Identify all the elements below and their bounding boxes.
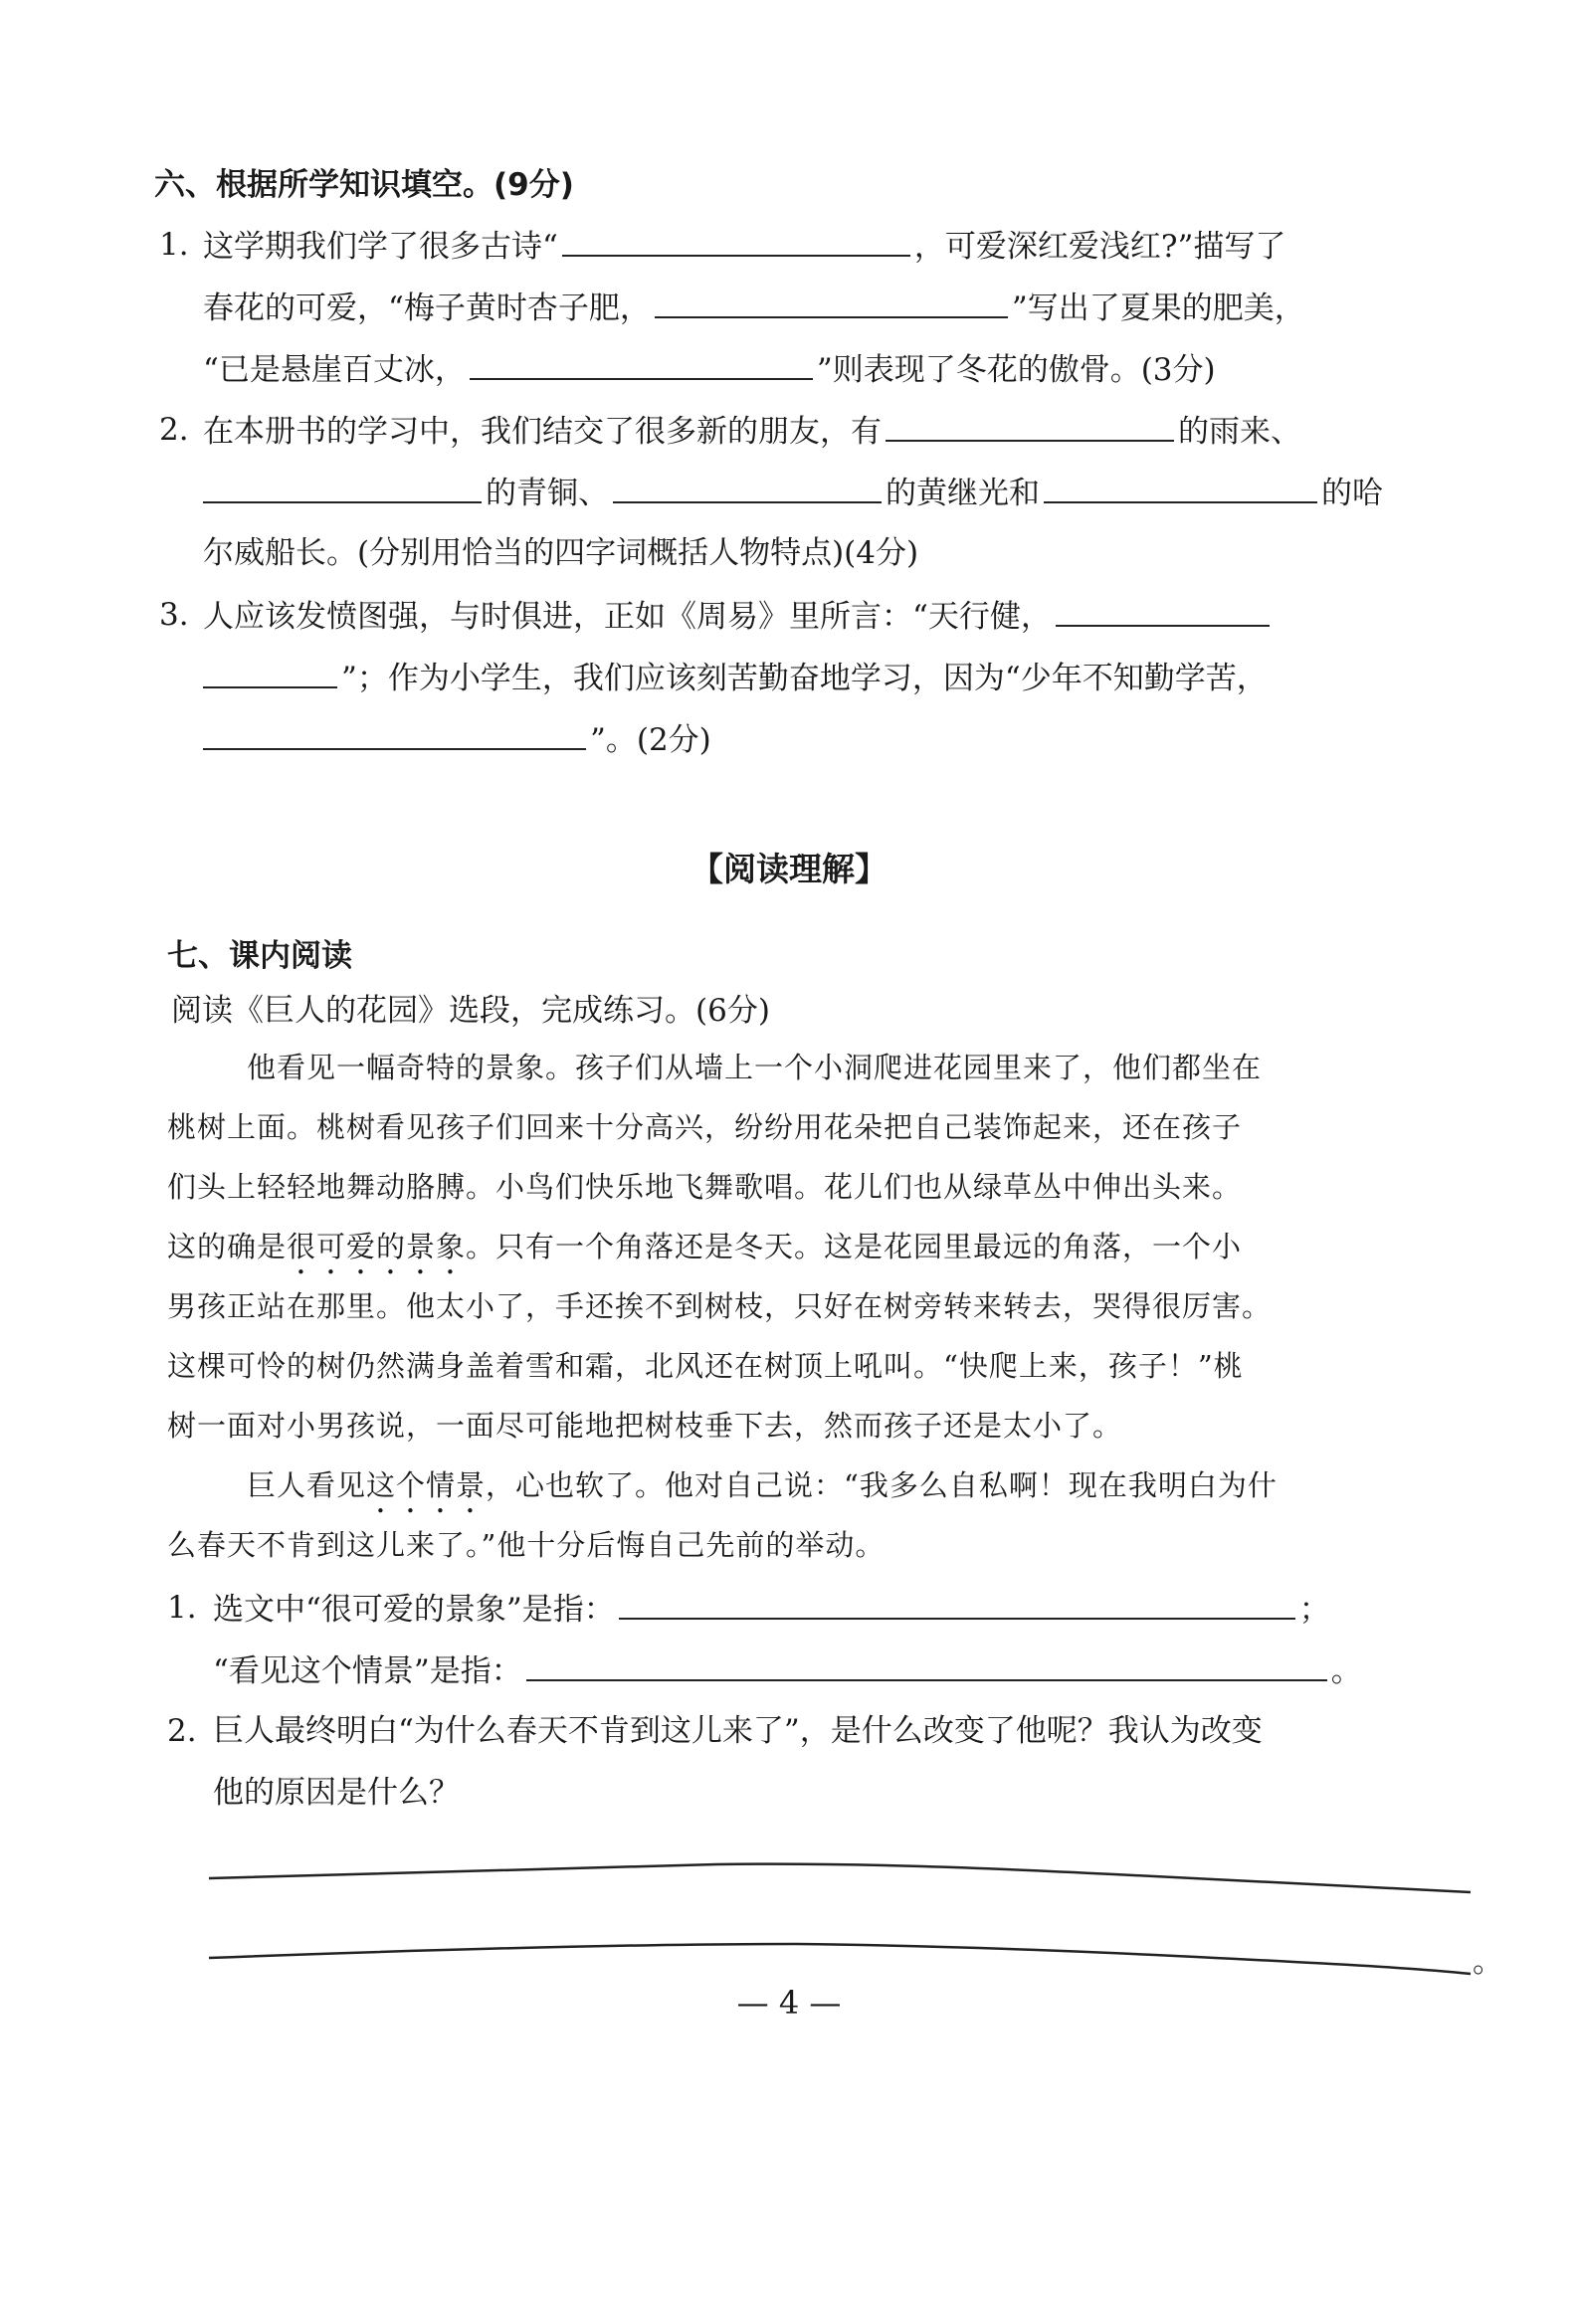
q1-line-3-text-b: ”则表现了冬花的傲骨。(3分) (816, 352, 1216, 388)
q1-line-2-text-a: 春花的可爱，“梅子黄时杏子肥， (203, 290, 651, 326)
reading-q1-line-1-text: 选文中“很可爱的景象”是指： (213, 1592, 615, 1628)
q2-line-2-text-c: 的哈 (1321, 476, 1383, 511)
q2-line-3: 尔威船长。(分别用恰当的四字词概括人物特点)(4分) (203, 535, 919, 571)
passage-line-4-text-c: 。只有一个角落还是冬天。这是花园里最远的角落，一个小 (466, 1230, 1243, 1263)
q2-line-2-text-b: 的黄继光和 (886, 476, 1040, 511)
emphasized-phrase-lovely-scene: 很可爱的景象 (287, 1230, 467, 1263)
reading-q1-number: 1. (167, 1590, 197, 1626)
q2-line-1-text-b: 的雨来、 (1178, 414, 1301, 450)
passage-line-2: 桃树上面。桃树看见孩子们回来十分高兴，纷纷用花朵把自己装饰起来，还在孩子 (167, 1110, 1243, 1144)
q2-line-1-text-a: 在本册书的学习中，我们结交了很多新的朋友，有 (203, 414, 882, 450)
passage-line-3: 们头上轻轻地舞动胳膊。小鸟们快乐地飞舞歌唱。花儿们也从绿草丛中伸出头来。 (167, 1170, 1243, 1204)
passage-line-7: 树一面对小男孩说，一面尽可能地把树枝垂下去，然而孩子还是太小了。 (167, 1409, 1123, 1443)
reading-instruction: 阅读《巨人的花园》选段，完成练习。(6分) (171, 993, 770, 1029)
q1-line-1-text-b: ，可爱深红爱浅红?”描写了 (913, 229, 1286, 265)
answer-line-1[interactable] (209, 1864, 1471, 1892)
q3-line-3-text: ”。(2分) (590, 722, 711, 758)
page-number: — 4 — (736, 1984, 842, 2022)
reading-heading: 【阅读理解】 (690, 850, 888, 888)
reading-q1-line-2-end: 。 (1330, 1653, 1362, 1689)
passage-line-8-text-c: ，心也软了。他对自己说：“我多么自私啊！现在我明白为什 (486, 1468, 1278, 1502)
section-6-title: 六、根据所学知识填空。(9分) (154, 167, 574, 203)
passage-line-4-text-a: 这的确是 (167, 1230, 288, 1263)
q1-number: 1. (159, 227, 189, 263)
q2-number: 2. (159, 412, 189, 448)
q3-line-2-text: ”；作为小学生，我们应该刻苦勤奋地学习，因为“少年不知勤学苦， (341, 661, 1268, 696)
q3-line-1-text: 人应该发愤图强，与时俱进，正如《周易》里所言：“天行健， (203, 599, 1052, 635)
passage-line-6: 这棵可怜的树仍然满身盖着雪和霜，北风还在树顶上吼叫。“快爬上来，孩子！”桃 (167, 1349, 1244, 1383)
reading-q2-line-1: 巨人最终明白“为什么春天不肯到这儿来了”，是什么改变了他呢？我认为改变 (213, 1713, 1263, 1749)
passage-line-9: 么春天不肯到这儿来了。”他十分后悔自己先前的举动。 (167, 1528, 886, 1562)
answer-line-2[interactable] (209, 1944, 1471, 1974)
emphasized-phrase-this-scene: 这个情景 (366, 1468, 487, 1502)
q3-number: 3. (159, 597, 189, 633)
passage-line-1: 他看见一幅奇特的景象。孩子们从墙上一个小洞爬进花园里来了，他们都坐在 (247, 1051, 1263, 1084)
reading-q1-line-2-text: “看见这个情景”是指： (213, 1653, 522, 1689)
reading-q2-number: 2. (167, 1713, 197, 1749)
section-7-title: 七、课内阅读 (167, 938, 352, 974)
q1-line-2-text-b: ”写出了夏果的肥美， (1011, 290, 1305, 326)
passage-line-8-text-a: 巨人看见 (247, 1468, 367, 1502)
answer-end-mark: 。 (1473, 1944, 1503, 1980)
reading-q1-line-1-end: ； (1298, 1592, 1330, 1628)
q1-line-3-text-a: “已是悬崖百丈冰， (203, 352, 466, 388)
reading-q2-line-2: 他的原因是什么？ (213, 1775, 460, 1811)
passage-line-5: 男孩正站在那里。他太小了，手还挨不到树枝，只好在树旁转来转去，哭得很厉害。 (167, 1289, 1273, 1323)
q1-line-1-text-a: 这学期我们学了很多古诗“ (203, 229, 558, 265)
q2-line-2-text-a: 的青铜、 (486, 476, 609, 511)
